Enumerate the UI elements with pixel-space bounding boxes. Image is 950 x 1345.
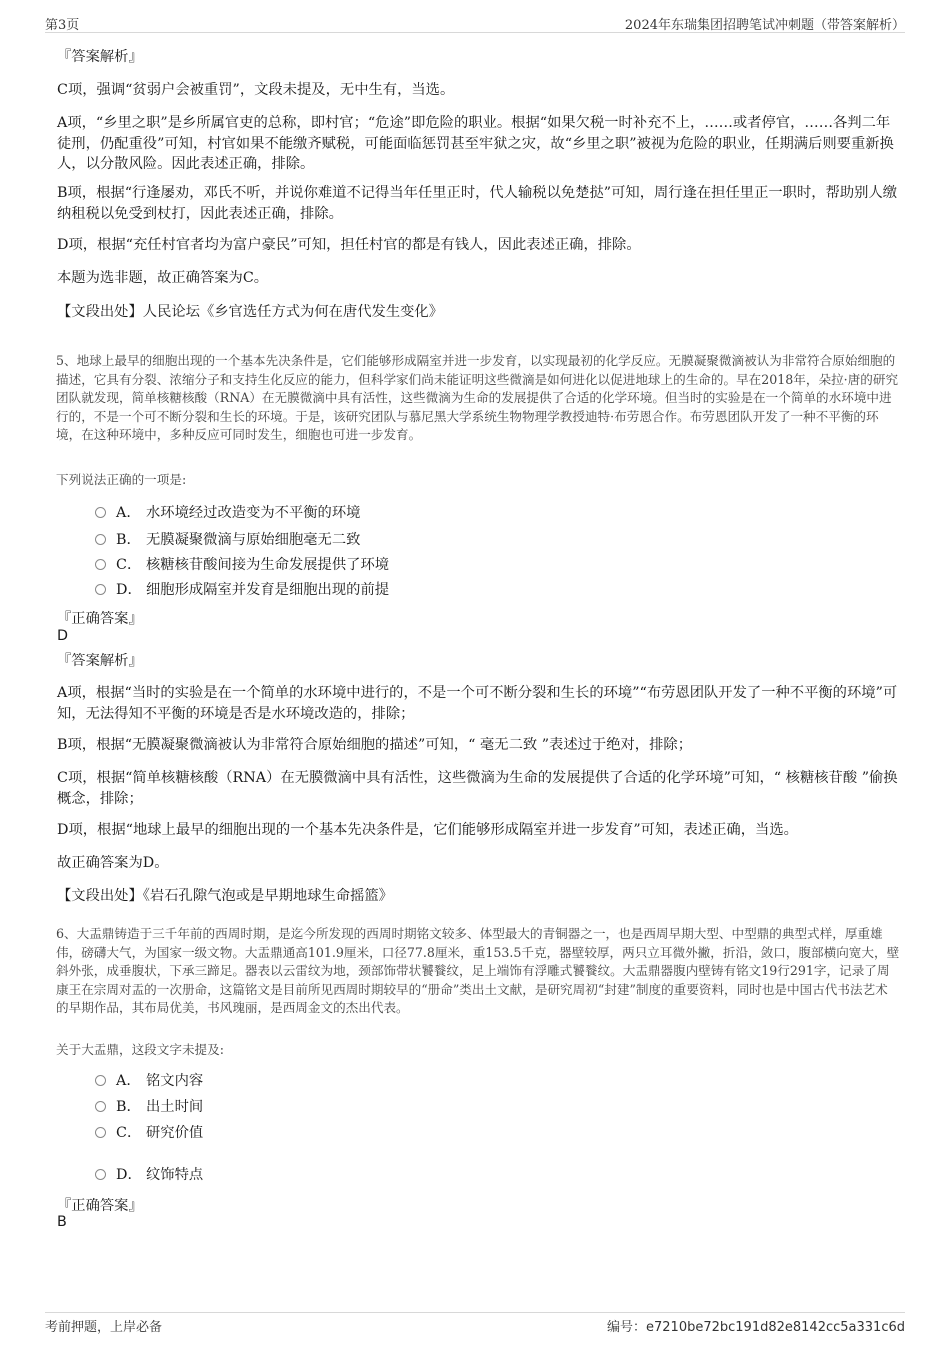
radio-icon[interactable] <box>95 534 106 545</box>
conclusion: 本题为选非题，故正确答案为C。 <box>57 270 269 286</box>
radio-icon[interactable] <box>95 1075 106 1086</box>
document-title: 2024年东瑞集团招聘笔试冲刺题（带答案解析） <box>624 18 905 33</box>
analysis-d: D项，根据“充任村官者均为富户豪民”可知，担任村官的都是有钱人，因此表述正确，排除。 <box>57 237 641 253</box>
analysis-d: D项，根据“地球上最早的细胞出现的一个基本先决条件是，它们能够形成隔室并进一步发育”可知，表述正确，当选。 <box>57 822 798 838</box>
analysis-tag: 『答案解析』 <box>57 49 143 65</box>
analysis-tag: 『答案解析』 <box>57 653 143 669</box>
analysis-a: A项，根据“当时的实验是在一个简单的水环境中进行的，不是一个可不断分裂和生长的环境”“布劳恩团队开发了一种不平衡的环境”可知，无法得知不平衡的环境是否是水环境改造的，排除； <box>57 685 898 722</box>
correct-answer-value: D <box>57 628 69 644</box>
question-5-prompt: 下列说法正确的一项是: <box>56 472 187 487</box>
page-number: 第3页 <box>45 18 80 33</box>
option-b[interactable]: B． 出土时间 <box>95 1097 203 1117</box>
question-5-passage: 5、地球上最早的细胞出现的一个基本先决条件是，它们能够形成隔室并进一步发育，以实现最初的化学反应。无膜凝聚微滴被认为非常符合原始细胞的描述，它具有分裂、浓缩分子和支持生化反应的能力，但科学家们尚未能证明这些微滴是如何进化以促进地球上的生命的。早在2018年，朵拉·唐的研究团队就发现，简单核糖核酸（RNA）在无膜微滴中具有活性，这些微滴为生命的发展提供了合适的化学环境。但当时的实验是在一个简单的水环境中进行的，不是一个可不断分裂和生长的环境。于是，该研究团队与慕尼黑大学系统生物物理学教授迪特·布劳恩合作。布劳恩团队开发了一种不平衡的环境，在这种环境中，多种反应可同时发生，细胞也可进一步发育。 <box>56 353 899 443</box>
radio-icon[interactable] <box>95 1101 106 1112</box>
option-d[interactable]: D． 纹饰特点 <box>95 1165 203 1185</box>
question-6-passage: 6、大盂鼎铸造于三千年前的西周时期，是迄今所发现的西周时期铭文较多、体型最大的青铜器之一，也是西周早期大型、中型鼎的典型式样，厚重雄伟，磅礴大气，为国家一级文物。大盂鼎通高101.9厘米，口径77.8厘米，重153.5千克，器壁较厚，两只立耳微外撇，折沿，敛口，腹部横向宽大，壁斜外张，成垂腹状，下承三蹄足。器表以云雷纹为地，颈部饰带状饕餮纹，足上端饰有浮雕式饕餮纹。大盂鼎器腹内壁铸有铭文19行291字，记录了周康王在宗周对盂的一次册命，这篇铭文是目前所见西周时期较早的“册命”类出土文献，是研究周初“封建”制度的重要资料，同时也是中国古代书法艺术的早期作品，其布局优美，书风瑰丽，是西周金文的杰出代表。 <box>56 926 900 1016</box>
document-id-value: e7210be72bc191d82e8142cc5a331c6d <box>646 1320 905 1335</box>
option-a[interactable]: A． 铭文内容 <box>95 1071 203 1091</box>
option-d[interactable]: D． 细胞形成隔室并发育是细胞出现的前提 <box>95 580 389 600</box>
analysis-a: A项，“乡里之职”是乡所属官吏的总称，即村官；“危途”即危险的职业。根据“如果欠税一时补充不上，……或者停官，……各判二年徒刑，仍配重役”可知，村官如果不能缴齐赋税，可能面临惩罚甚至牢狱之灾，故“乡里之职”被视为危险的职业，任期满后则要重新换人，以分散风险。因此表述正确，排除。 <box>57 115 894 172</box>
document-id <box>607 1316 905 1335</box>
option-c[interactable]: C． 研究价值 <box>95 1123 203 1143</box>
footer-slogan: 考前押题，上岸必备 <box>45 1320 163 1335</box>
radio-icon[interactable] <box>95 1169 106 1180</box>
correct-answer-tag: 『正确答案』 <box>57 611 143 627</box>
option-c[interactable]: C． 核糖核苷酸间接为生命发展提供了环境 <box>95 555 389 575</box>
option-b[interactable]: B． 无膜凝聚微滴与原始细胞毫无二致 <box>95 530 360 550</box>
radio-icon[interactable] <box>95 584 106 595</box>
correct-answer-value: B <box>57 1214 67 1230</box>
analysis-c: C项，强调“贫弱户会被重罚”，文段未提及，无中生有，当选。 <box>57 82 455 98</box>
radio-icon[interactable] <box>95 1127 106 1138</box>
document-id-label: 编号： <box>607 1320 647 1335</box>
analysis-b: B项，根据“无膜凝聚微滴被认为非常符合原始细胞的描述”可知，“ 毫无二致 ”表述过于绝对，排除； <box>57 737 692 753</box>
page-footer <box>45 1312 905 1334</box>
correct-answer-tag: 『正确答案』 <box>57 1198 143 1214</box>
radio-icon[interactable] <box>95 507 106 518</box>
option-a[interactable]: A． 水环境经过改造变为不平衡的环境 <box>95 503 360 523</box>
analysis-b: B项，根据“行逢屡劝，邓氏不听，并说你难道不记得当年任里正时，代人输税以免楚挞”可知，周行逢在担任里正一职时，帮助别人缴纳租税以免受到杖打，因此表述正确，排除。 <box>57 185 898 222</box>
page-header <box>45 14 905 33</box>
radio-icon[interactable] <box>95 559 106 570</box>
analysis-c: C项，根据“简单核糖核酸（RNA）在无膜微滴中具有活性，这些微滴为生命的发展提供了合适的化学环境”可知，“ 核糖核苷酸 ”偷换概念，排除； <box>57 770 898 807</box>
conclusion: 故正确答案为D。 <box>57 855 169 871</box>
source: 【文段出处】《岩石孔隙气泡或是早期地球生命摇篮》 <box>57 888 393 904</box>
source: 【文段出处】人民论坛《乡官选任方式为何在唐代发生变化》 <box>57 304 444 320</box>
question-6-prompt: 关于大盂鼎，这段文字未提及: <box>56 1042 224 1057</box>
